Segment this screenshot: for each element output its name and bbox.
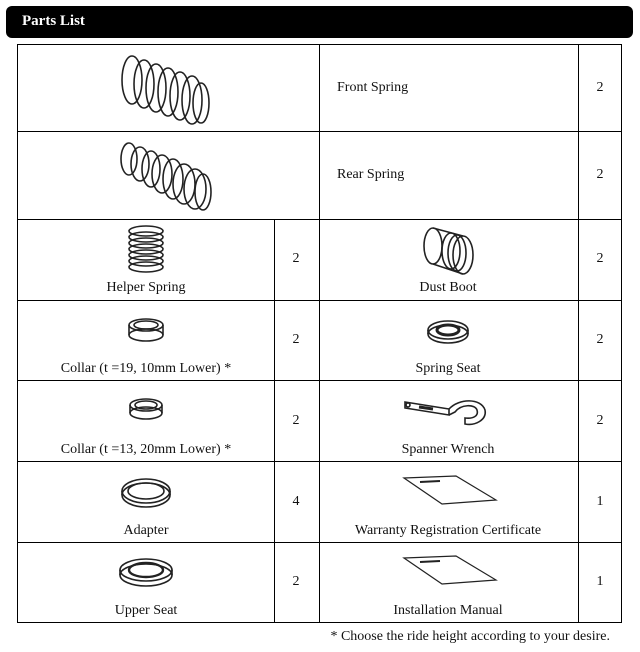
part-qty-spanner-wrench: 2 — [596, 413, 604, 428]
part-name-spring-seat: Spring Seat — [415, 361, 481, 376]
front-spring-icon — [115, 50, 215, 128]
part-name-dust-boot: Dust Boot — [419, 280, 477, 295]
part-name-collar-19: Collar (t =19, 10mm Lower) * — [60, 361, 232, 376]
part-qty-rear-spring: 2 — [596, 167, 604, 182]
spanner-wrench-icon — [399, 392, 491, 428]
manual-icon — [400, 552, 500, 592]
part-qty-spring-seat: 2 — [596, 332, 604, 347]
upper-seat-icon — [118, 556, 174, 590]
part-qty-front-spring: 2 — [596, 80, 604, 95]
part-qty-dust-boot: 2 — [596, 251, 604, 266]
certificate-icon — [400, 472, 500, 512]
part-qty-helper-spring: 2 — [292, 251, 300, 266]
part-name-helper-spring: Helper Spring — [106, 280, 186, 295]
spring-seat-icon — [425, 317, 471, 347]
part-name-warranty-certificate: Warranty Registration Certificate — [354, 523, 542, 538]
part-qty-upper-seat: 2 — [292, 574, 300, 589]
part-name-adapter: Adapter — [123, 523, 169, 538]
collar-13-icon — [127, 397, 165, 423]
part-qty-adapter: 4 — [292, 494, 300, 509]
part-qty-collar-13: 2 — [292, 413, 300, 428]
part-name-collar-13: Collar (t =13, 20mm Lower) * — [60, 442, 232, 457]
part-name-rear-spring: Rear Spring — [337, 167, 405, 182]
part-name-front-spring: Front Spring — [337, 80, 409, 95]
page-title: Parts List — [22, 13, 85, 29]
helper-spring-icon — [124, 224, 168, 276]
adapter-ring-icon — [120, 476, 172, 510]
dust-boot-icon — [418, 224, 480, 280]
part-name-upper-seat: Upper Seat — [114, 603, 178, 618]
collar-19-icon — [126, 316, 166, 346]
part-name-installation-manual: Installation Manual — [393, 603, 503, 618]
rear-spring-icon — [115, 137, 215, 215]
footnote: * Choose the ride height according to your desire. — [330, 629, 610, 644]
part-name-spanner-wrench: Spanner Wrench — [401, 442, 495, 457]
part-qty-warranty-certificate: 1 — [596, 494, 604, 509]
part-qty-collar-19: 2 — [292, 332, 300, 347]
part-qty-installation-manual: 1 — [596, 574, 604, 589]
